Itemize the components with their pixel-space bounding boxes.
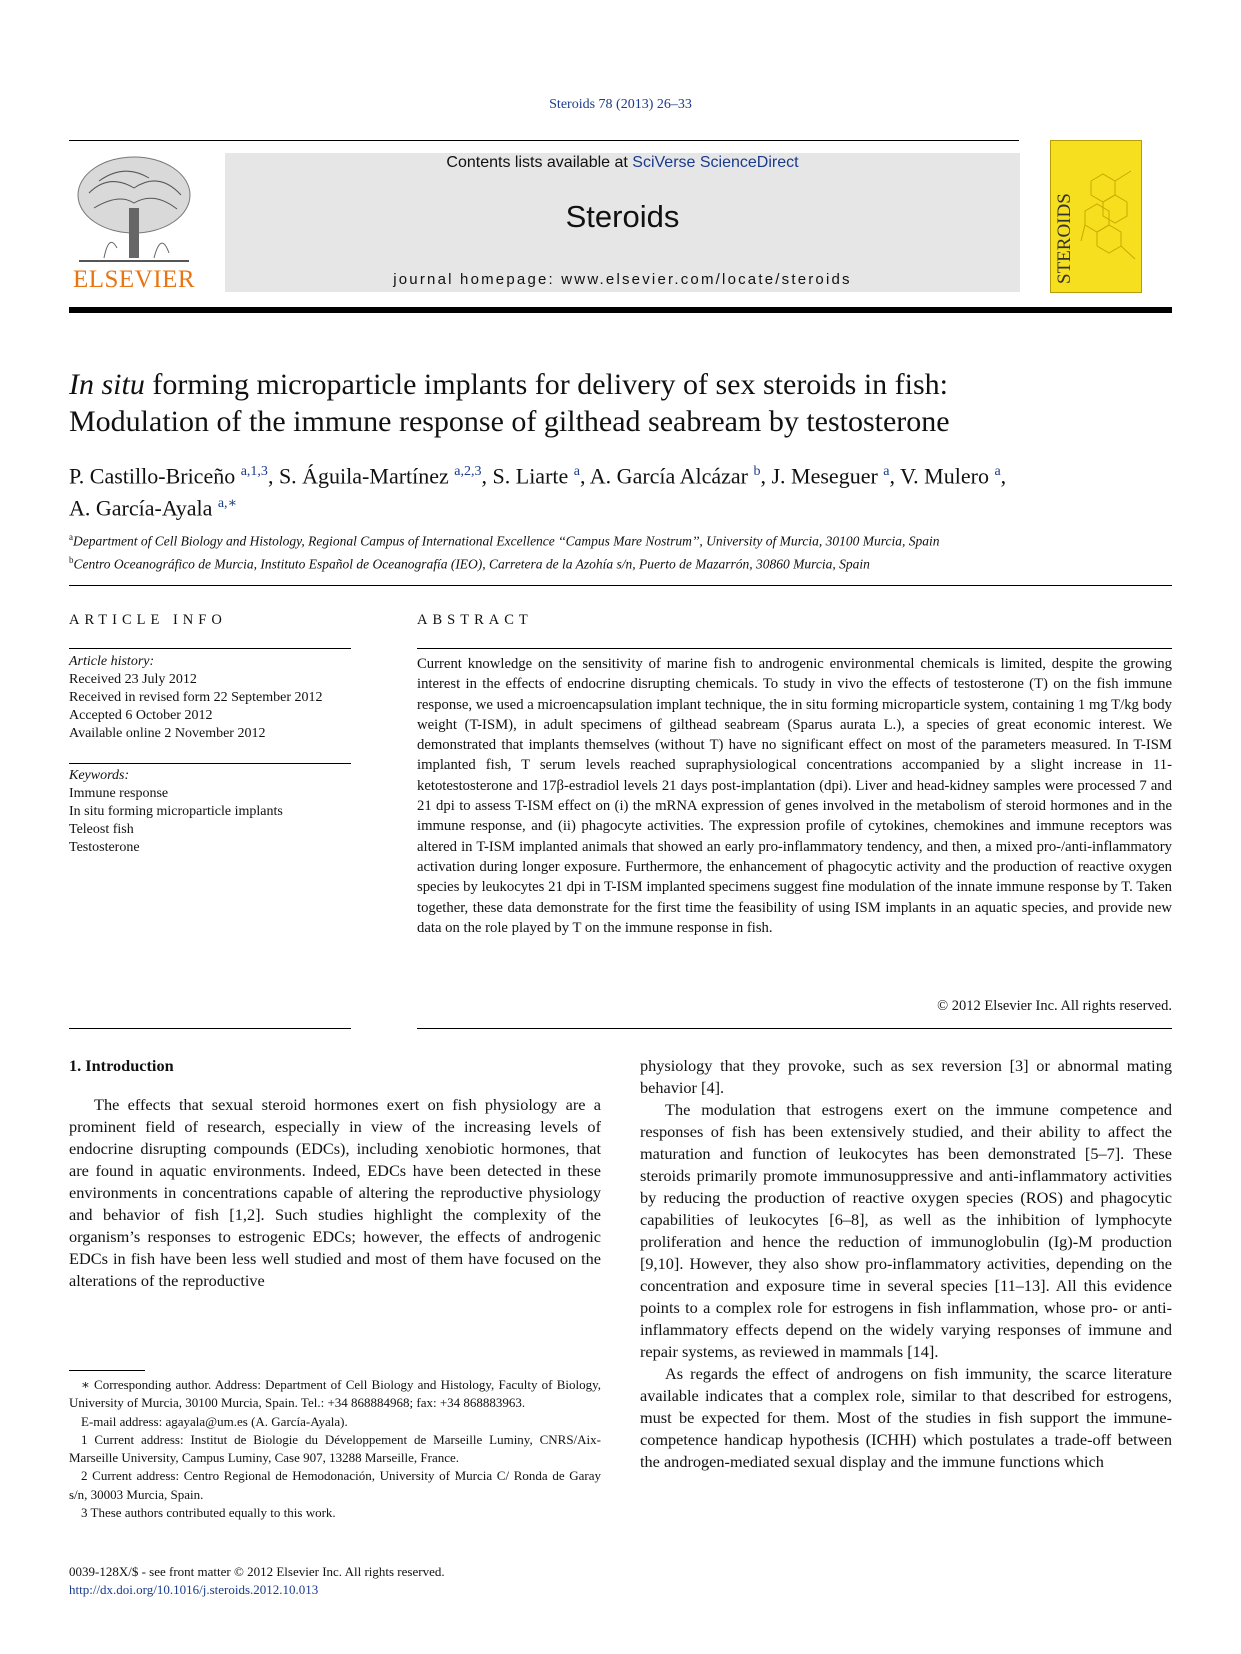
keyword-item: Immune response xyxy=(69,786,169,801)
affiliation-mark: a xyxy=(69,532,73,542)
article-title xyxy=(69,366,1172,440)
history-item: Received 23 July 2012 xyxy=(69,672,197,687)
issn-line: 0039-128X/$ - see front matter © 2012 Elsevier Inc. All rights reserved. xyxy=(69,1564,445,1579)
body-left-column xyxy=(69,1055,601,1292)
keyword-item: Teleost fish xyxy=(69,822,134,837)
body-right-column xyxy=(640,1055,1172,1473)
author: J. Meseguer xyxy=(771,463,878,489)
footnote-2: 2 Current address: Centro Regional de Hemodonación, University of Murcia C/ Ronda de Garay s/n, 30003 Murcia, Spain. xyxy=(69,1468,601,1502)
journal-name: Steroids xyxy=(565,199,680,234)
affiliation-b xyxy=(69,551,1172,574)
keywords xyxy=(69,767,359,857)
affiliation-text: Centro Oceanográfico de Murcia, Instituto Español de Oceanografía (IEO), Carretera de la Azohía s/n, Puerto de Mazarrón, 30860 Murcia, Spain xyxy=(73,556,870,571)
svg-text:STEROIDS: STEROIDS xyxy=(1054,193,1075,284)
history-item: Accepted 6 October 2012 xyxy=(69,708,213,723)
history-item: Available online 2 November 2012 xyxy=(69,726,266,741)
title-line2: Modulation of the immune response of gilthead seabream by testosterone xyxy=(69,405,950,438)
footnotes xyxy=(69,1376,601,1522)
author: P. Castillo-Briceño xyxy=(69,463,236,489)
elsevier-logo-text: ELSEVIER xyxy=(72,266,196,293)
affiliations-rule xyxy=(69,585,1172,586)
title-line1: forming microparticle implants for delivery of sex steroids in fish: xyxy=(144,368,948,401)
header-thick-rule xyxy=(69,307,1172,313)
contents-line xyxy=(225,154,1020,172)
footnote-email[interactable]: E-mail address: agayala@um.es (A. García-Ayala). xyxy=(81,1413,348,1429)
keywords-rule xyxy=(69,763,351,764)
abstract-copyright: © 2012 Elsevier Inc. All rights reserved. xyxy=(937,998,1172,1014)
footnote-corresponding: ∗ Corresponding author. Address: Department of Cell Biology and Histology, Faculty of Biology, University of Murcia, 30100 Murcia, Spain. Tel.: +34 868884968; fax: +34 868883963. xyxy=(69,1377,601,1411)
page-footer xyxy=(69,1563,629,1599)
sciencedirect-link[interactable]: SciVerse ScienceDirect xyxy=(632,154,799,171)
author: V. Mulero xyxy=(900,463,989,489)
contents-prefix: Contents lists available at xyxy=(446,154,633,171)
affiliation-text: Department of Cell Biology and Histology, Regional Campus of International Excellence ‘‘Campus Mare Nostrum’’, University of Murcia, 30100 Murcia, Spain xyxy=(73,533,940,549)
homepage-label: journal homepage: xyxy=(393,271,562,288)
author-affil-mark[interactable]: a,2,3 xyxy=(454,464,482,479)
history-label: Article history: xyxy=(69,654,155,669)
intro-paragraph: The modulation that estrogens exert on the immune competence and responses of fish has been extensively studied, and their ability to affect the maturation and function of leukocytes has been demonstrated [5–7]. These steroids primarily promote immunosuppressive and anti-inflammatory activities by reducing the production of reactive oxygen species (ROS) and phagocytic capabilities of leukocytes [6–8], as well as the inhibition of lymphocyte proliferation and hence the reduction of immunoglobulin (Ig)-M production [9,10]. However, they also show pro-inflammatory activities, depending on the concentration and exposure time in several species [11–13]. All this evidence points to a complex role for estrogens in fish inflammation, whose pro- or anti-inflammatory effects depend on the widely varying responses of immune and repair systems, as reviewed in mammals [14]. xyxy=(640,1100,1172,1361)
keywords-label: Keywords: xyxy=(69,768,130,783)
author-affil-mark[interactable]: a,∗ xyxy=(217,496,238,512)
author-affil-mark[interactable]: a xyxy=(883,464,890,479)
keyword-item: In situ forming microparticle implants xyxy=(69,804,283,819)
author-affil-mark[interactable]: b xyxy=(753,464,761,479)
abstract-text: Current knowledge on the sensitivity of marine fish to androgenic environmental chemicals is limited, despite the growing interest in the effects of endocrine disrupting chemicals. To study in vivo the effects of testosterone (T) on the fish immune response, we used a microencapsulation implant technique, the in situ forming microparticle system, containing 1 mg T/kg body weight (T-ISM), in adult specimens of gilthead seabream (Sparus aurata L.), a species of great economic interest. We demonstrated that implants themselves (without T) have no significant effect on most of the parameters measured. In T-ISM implanted fish, T serum levels reached supraphysiological concentrations accompanied by a slight increase in 11-ketotestosterone and 17β-estradiol levels 21 days post-implantation (dpi). Liver and head-kidney samples were processed 7 and 21 dpi to assess T-ISM effect on (i) the mRNA expression of genes involved in the metabolism of steroid hormones and in the immune response, and (ii) phagocyte activities. The expression profile of cytokines, chemokines and immune receptors was altered in T-ISM implanted animals that showed an early pro-inflammatory tendency, and then, a mixed pro-/anti-inflammatory activation during longer exposure. Furthermore, the enhancement of phagocytic activity and the production of reactive oxygen species by leukocytes 21 dpi in T-ISM implanted specimens suggest fine modulation of the innate immune response by T. Taken together, these data demonstrate for the first time the feasibility of using ISM implants in an aquatic species, and provide new data on the role played by T on the immune response in fish. xyxy=(417,656,1172,936)
article-history xyxy=(69,653,359,743)
author: S. Águila-Martínez xyxy=(278,463,449,489)
title-italic-part: In situ xyxy=(69,368,145,401)
cover-title-text xyxy=(1052,144,1076,290)
author-affil-mark[interactable]: a xyxy=(994,464,1001,479)
affiliations xyxy=(69,528,1172,573)
abstract-bottom-rule xyxy=(417,1028,1172,1029)
affiliation-a xyxy=(69,528,1172,551)
keyword-item: Testosterone xyxy=(69,840,140,855)
header-top-rule xyxy=(69,140,1019,141)
history-item: Received in revised form 22 September 2012 xyxy=(69,690,323,705)
journal-homepage xyxy=(225,271,1020,288)
author: A. García-Ayala xyxy=(69,495,213,521)
article-info-bottom-rule xyxy=(69,1028,351,1029)
homepage-url[interactable]: www.elsevier.com/locate/steroids xyxy=(561,271,852,288)
footnote-1: 1 Current address: Institut de Biologie du Développement de Marseille Luminy, CNRS/Aix-Marseille University, Campus Luminy, Case 907, 13288 Marseille, France. xyxy=(69,1431,601,1466)
footnote-rule xyxy=(69,1370,145,1371)
article-info-rule xyxy=(69,648,351,649)
abstract-heading: ABSTRACT xyxy=(417,612,533,628)
intro-paragraph: physiology that they provoke, such as sex reversion [3] or abnormal mating behavior [4]. xyxy=(640,1056,1172,1097)
abstract-rule xyxy=(417,648,1172,649)
footnote-3: 3 These authors contributed equally to this work. xyxy=(81,1505,336,1521)
author: A. García Alcázar xyxy=(589,463,748,489)
intro-paragraph: As regards the effect of androgens on fish immunity, the scarce literature available indicates that a complex role, similar to that described for estrogens, must be expected for them. Most of the studies in fish support the immune-competence handicap hypothesis (ICHH) which postulates a trade-off between the androgen-mediated sexual display and the immune functions which xyxy=(640,1364,1172,1471)
section-heading-introduction: 1. Introduction xyxy=(69,1056,174,1075)
journal-citation[interactable]: Steroids 78 (2013) 26–33 xyxy=(549,97,692,112)
author-affil-mark[interactable]: a xyxy=(573,464,580,479)
article-info-heading: ARTICLE INFO xyxy=(69,612,227,628)
affiliation-mark: b xyxy=(69,554,74,565)
intro-paragraph: The effects that sexual steroid hormones exert on fish physiology are a prominent field of research, especially in view of the increasing levels of endocrine disrupting compounds (EDCs), including xenobiotic hormones, that are found in aquatic environments. Indeed, EDCs have been detected in these environments in concentrations capable of altering the reproductive physiology and behavior of fish [1,2]. Such studies highlight the complexity of the organism’s responses to estrogenic EDCs; however, the effects of androgenic EDCs in fish have been less well studied and most of them have focused on the alterations of the reproductive xyxy=(69,1095,601,1290)
doi-link[interactable]: http://dx.doi.org/10.1016/j.steroids.2012.10.013 xyxy=(69,1582,319,1597)
author-list: P. Castillo-Briceño $^{a,1,3}$, S. Águila-Martínez $^{a,2,3}$, S. Liarte $^a$, A. García Alcázar $^b$, J. Meseguer $^a$, V. Mulero $^a$, A. García-Ayala $^{a,∗}$ xyxy=(69,463,1007,521)
author: S. Liarte xyxy=(492,463,569,489)
author-affil-mark[interactable]: a,1,3 xyxy=(240,464,268,479)
